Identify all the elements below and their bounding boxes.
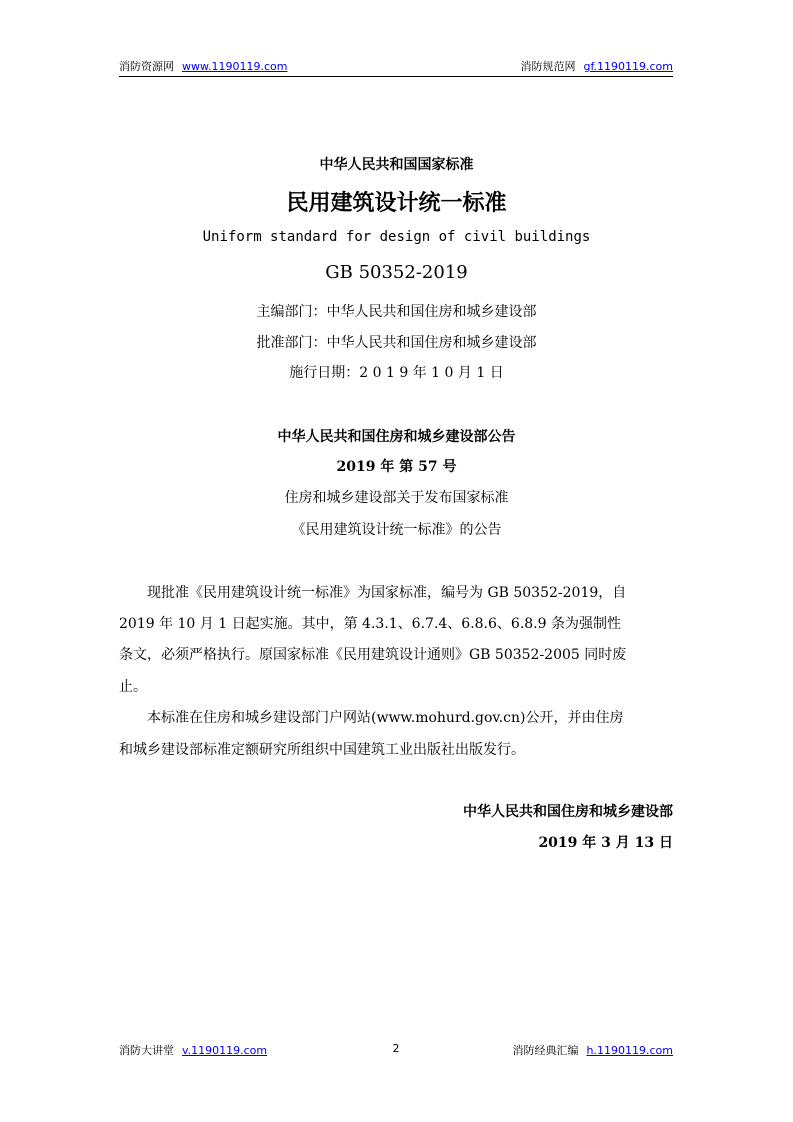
- body-p2-line-1: 本标准在住房和城乡建设部门户网站(www.mohurd.gov.cn)公开，并由住房: [147, 710, 624, 726]
- header-right-link[interactable]: gf.1190119.com: [583, 60, 673, 73]
- footer-right: [513, 1042, 673, 1058]
- header-left-link[interactable]: www.1190119.com: [182, 60, 288, 73]
- page-number: 2: [392, 1042, 400, 1055]
- document-title: 民用建筑设计统一标准: [286, 190, 507, 216]
- page-footer: [119, 1042, 673, 1060]
- approver-department: 批准部门：中华人民共和国住房和城乡建设部: [256, 335, 537, 351]
- footer-left-link[interactable]: v.1190119.com: [182, 1044, 268, 1057]
- header-site-name: 消防资源网: [119, 60, 174, 73]
- footer-right-link[interactable]: h.1190119.com: [586, 1044, 673, 1057]
- standard-code: GB 50352-2019: [325, 262, 468, 283]
- footer-site-name: 消防大讲堂: [119, 1044, 174, 1057]
- header-right: [520, 58, 673, 74]
- english-title: Uniform standard for design of civil buildings: [202, 229, 591, 245]
- header-right-site-name: 消防规范网: [520, 60, 576, 73]
- body-p1-line-2: 2019 年 10 月 1 日起实施。其中，第 4.3.1、6.7.4、6.8.6、6.8.9 条为强制性: [119, 616, 621, 632]
- header-left: [119, 58, 287, 74]
- page-header: [119, 58, 673, 77]
- effective-date: 施行日期：2 0 1 9 年 1 0 月 1 日: [289, 365, 504, 381]
- notice-number: 2019 年 第 57 号: [336, 459, 457, 475]
- body-p2-line-2: 和城乡建设部标准定额研究所组织中国建筑工业出版社出版发行。: [119, 742, 525, 758]
- notice-subject-line-2: 《民用建筑设计统一标准》的公告: [291, 522, 502, 538]
- signature-date: 2019 年 3 月 13 日: [538, 835, 673, 851]
- national-standard-label: 中华人民共和国国家标准: [319, 157, 474, 173]
- footer-right-site-name: 消防经典汇编: [512, 1044, 579, 1057]
- body-p1-line-3: 条文，必须严格执行。原国家标准《民用建筑设计通则》GB 50352-2005 同时废: [119, 647, 627, 663]
- notice-issuer: 中华人民共和国住房和城乡建设部公告: [277, 429, 516, 445]
- editor-department: 主编部门：中华人民共和国住房和城乡建设部: [256, 304, 537, 320]
- signature-organization: 中华人民共和国住房和城乡建设部: [463, 804, 673, 820]
- body-p1-line-4: 止。: [119, 679, 147, 695]
- body-p1-line-1: 现批准《民用建筑设计统一标准》为国家标准，编号为 GB 50352-2019，自: [147, 585, 627, 601]
- notice-subject-line-1: 住房和城乡建设部关于发布国家标准: [284, 490, 509, 506]
